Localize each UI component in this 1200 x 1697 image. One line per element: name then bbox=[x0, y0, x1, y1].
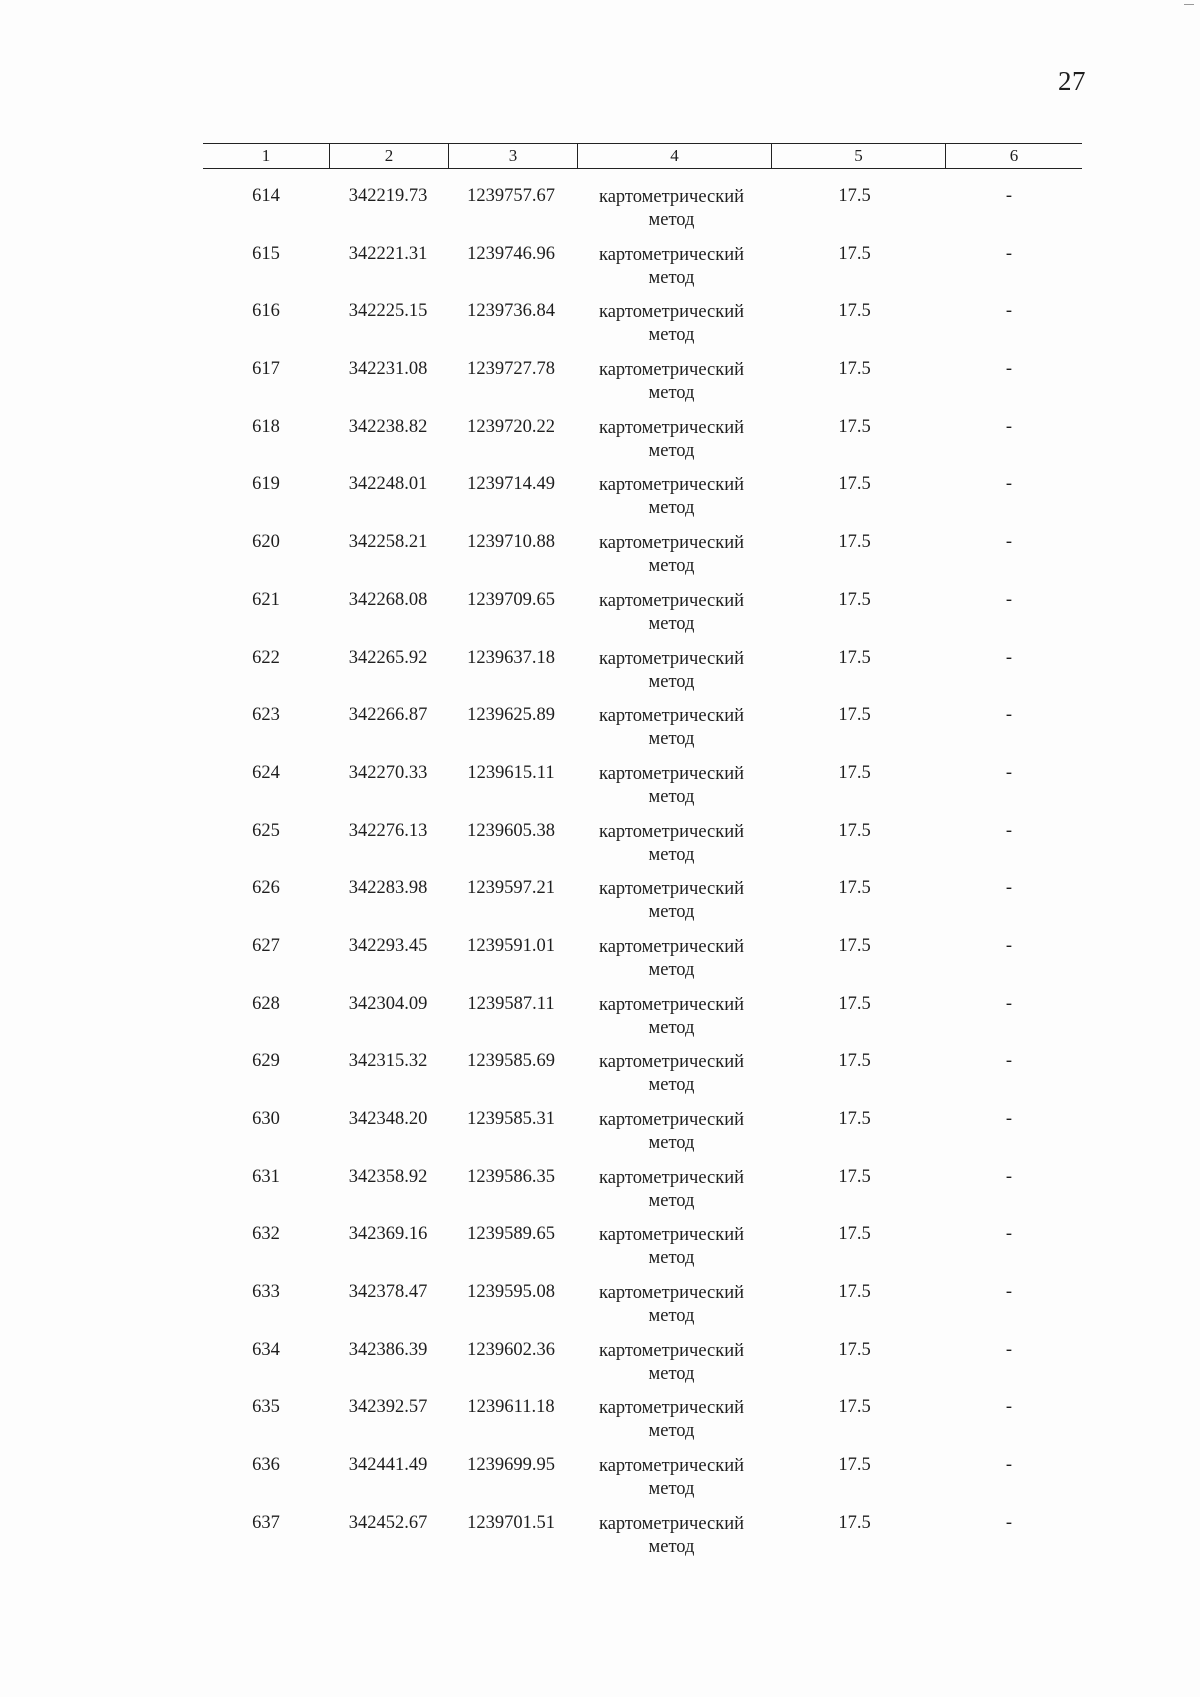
table-row bbox=[203, 417, 1077, 475]
table-row bbox=[203, 1397, 1077, 1455]
cell-coord-y: 1239585.31 bbox=[467, 1109, 555, 1129]
cell-point-number: 632 bbox=[252, 1224, 280, 1245]
cell-accuracy: 17.5 bbox=[838, 1282, 871, 1303]
cell-accuracy: 17.5 bbox=[838, 532, 871, 553]
table-row bbox=[203, 1224, 1077, 1282]
cell-point-number: 634 bbox=[252, 1339, 280, 1360]
cell-method: картометрический метод bbox=[598, 1456, 745, 1500]
page-number: 27 bbox=[1058, 66, 1086, 96]
cell-accuracy: 17.5 bbox=[838, 359, 871, 380]
cell-note: - bbox=[1005, 820, 1013, 841]
cell-note: - bbox=[1005, 359, 1013, 380]
cell-method: картометрический метод bbox=[598, 994, 745, 1038]
table-row bbox=[203, 936, 1077, 994]
cell-accuracy: 17.5 bbox=[838, 186, 871, 206]
cell-coord-y: 1239709.65 bbox=[467, 589, 555, 610]
cell-accuracy: 17.5 bbox=[838, 301, 871, 322]
table-row bbox=[203, 301, 1077, 359]
cell-point-number: 616 bbox=[252, 301, 280, 322]
cell-point-number: 636 bbox=[252, 1455, 280, 1476]
table-row bbox=[203, 532, 1077, 590]
cell-point-number: 637 bbox=[252, 1512, 280, 1533]
cell-note: - bbox=[1005, 416, 1013, 437]
cell-method: картометрический метод bbox=[598, 1398, 745, 1442]
cell-accuracy: 17.5 bbox=[838, 1397, 871, 1418]
cell-coord-x: 342225.15 bbox=[348, 301, 428, 322]
table-row bbox=[203, 648, 1077, 706]
cell-accuracy: 17.5 bbox=[838, 705, 871, 726]
table-row bbox=[203, 186, 1077, 244]
cell-point-number: 624 bbox=[252, 762, 280, 783]
table-body bbox=[203, 186, 1077, 1571]
cell-coord-y: 1239757.67 bbox=[467, 186, 555, 206]
cell-method: картометрический метод bbox=[598, 1513, 745, 1557]
cell-coord-y: 1239595.08 bbox=[467, 1282, 555, 1303]
cell-point-number: 625 bbox=[252, 820, 280, 841]
cell-note: - bbox=[1005, 1455, 1013, 1476]
cell-method: картометрический метод bbox=[598, 360, 745, 404]
cell-point-number: 629 bbox=[252, 1051, 280, 1072]
cell-note: - bbox=[1005, 878, 1013, 899]
header-col-2: 2 bbox=[330, 144, 449, 169]
cell-coord-x: 342378.47 bbox=[348, 1282, 428, 1303]
cell-coord-y: 1239602.36 bbox=[467, 1339, 555, 1360]
cell-coord-x: 342358.92 bbox=[348, 1166, 428, 1187]
cell-method: картометрический метод bbox=[598, 475, 745, 519]
cell-coord-y: 1239746.96 bbox=[467, 243, 555, 264]
cell-coord-x: 342315.32 bbox=[348, 1051, 428, 1072]
cell-accuracy: 17.5 bbox=[838, 1455, 871, 1476]
cell-note: - bbox=[1005, 705, 1013, 726]
cell-point-number: 614 bbox=[252, 186, 280, 206]
table-row bbox=[203, 763, 1077, 821]
cell-method: картометрический метод bbox=[598, 1283, 745, 1327]
cell-accuracy: 17.5 bbox=[838, 1166, 871, 1187]
cell-point-number: 623 bbox=[252, 705, 280, 726]
scan-corner-mark bbox=[1184, 4, 1194, 5]
table-row bbox=[203, 590, 1077, 648]
cell-coord-y: 1239586.35 bbox=[467, 1166, 555, 1187]
cell-note: - bbox=[1005, 762, 1013, 783]
table-header bbox=[203, 143, 1082, 169]
cell-note: - bbox=[1005, 1224, 1013, 1245]
cell-coord-y: 1239597.21 bbox=[467, 878, 555, 899]
cell-accuracy: 17.5 bbox=[838, 647, 871, 668]
cell-note: - bbox=[1005, 1109, 1013, 1129]
cell-method: картометрический метод bbox=[598, 417, 745, 461]
table-row bbox=[203, 878, 1077, 936]
cell-coord-y: 1239727.78 bbox=[467, 359, 555, 380]
cell-note: - bbox=[1005, 474, 1013, 495]
cell-coord-x: 342219.73 bbox=[348, 186, 428, 206]
table-row bbox=[203, 705, 1077, 763]
table-row bbox=[203, 821, 1077, 879]
header-col-4: 4 bbox=[578, 144, 772, 169]
cell-accuracy: 17.5 bbox=[838, 1512, 871, 1533]
cell-note: - bbox=[1005, 186, 1013, 206]
cell-point-number: 618 bbox=[252, 416, 280, 437]
header-col-5: 5 bbox=[772, 144, 946, 169]
cell-coord-x: 342348.20 bbox=[348, 1109, 428, 1129]
table-row bbox=[203, 1167, 1077, 1225]
cell-note: - bbox=[1005, 1397, 1013, 1418]
cell-method: картометрический метод bbox=[598, 706, 745, 750]
cell-coord-y: 1239587.11 bbox=[467, 993, 555, 1014]
cell-accuracy: 17.5 bbox=[838, 878, 871, 899]
cell-coord-x: 342392.57 bbox=[348, 1397, 428, 1418]
cell-note: - bbox=[1005, 1051, 1013, 1072]
cell-accuracy: 17.5 bbox=[838, 416, 871, 437]
cell-coord-y: 1239701.51 bbox=[467, 1512, 555, 1533]
cell-coord-x: 342265.92 bbox=[348, 647, 428, 668]
cell-coord-x: 342304.09 bbox=[348, 993, 428, 1014]
cell-method: картометрический метод bbox=[598, 590, 745, 634]
cell-coord-x: 342452.67 bbox=[348, 1512, 428, 1533]
cell-method: картометрический метод bbox=[598, 244, 745, 288]
cell-accuracy: 17.5 bbox=[838, 1109, 871, 1129]
cell-accuracy: 17.5 bbox=[838, 1224, 871, 1245]
cell-note: - bbox=[1005, 993, 1013, 1014]
table-row bbox=[203, 359, 1077, 417]
cell-coord-y: 1239615.11 bbox=[467, 762, 555, 783]
cell-coord-x: 342369.16 bbox=[348, 1224, 428, 1245]
table-row bbox=[203, 1513, 1077, 1571]
cell-accuracy: 17.5 bbox=[838, 1051, 871, 1072]
cell-point-number: 628 bbox=[252, 993, 280, 1014]
cell-method: картометрический метод bbox=[598, 648, 745, 692]
cell-accuracy: 17.5 bbox=[838, 589, 871, 610]
cell-coord-x: 342248.01 bbox=[348, 474, 428, 495]
cell-method: картометрический метод bbox=[598, 879, 745, 923]
cell-coord-x: 342386.39 bbox=[348, 1339, 428, 1360]
cell-accuracy: 17.5 bbox=[838, 762, 871, 783]
cell-note: - bbox=[1005, 935, 1013, 956]
cell-point-number: 617 bbox=[252, 359, 280, 380]
table-row bbox=[203, 1282, 1077, 1340]
table-row bbox=[203, 1051, 1077, 1109]
cell-point-number: 627 bbox=[252, 935, 280, 956]
cell-coord-x: 342238.82 bbox=[348, 416, 428, 437]
cell-coord-y: 1239585.69 bbox=[467, 1051, 555, 1072]
table-row bbox=[203, 994, 1077, 1052]
cell-note: - bbox=[1005, 1339, 1013, 1360]
cell-coord-x: 342266.87 bbox=[348, 705, 428, 726]
cell-coord-x: 342231.08 bbox=[348, 359, 428, 380]
cell-note: - bbox=[1005, 1166, 1013, 1187]
cell-coord-y: 1239611.18 bbox=[467, 1397, 555, 1418]
cell-accuracy: 17.5 bbox=[838, 1339, 871, 1360]
cell-note: - bbox=[1005, 532, 1013, 553]
cell-method: картометрический метод bbox=[598, 821, 745, 865]
cell-method: картометрический метод bbox=[598, 1110, 745, 1153]
table-row bbox=[203, 1340, 1077, 1398]
cell-coord-y: 1239714.49 bbox=[467, 474, 555, 495]
cell-method: картометрический метод bbox=[598, 763, 745, 807]
cell-accuracy: 17.5 bbox=[838, 474, 871, 495]
cell-point-number: 630 bbox=[252, 1109, 280, 1129]
cell-coord-x: 342283.98 bbox=[348, 878, 428, 899]
cell-note: - bbox=[1005, 1512, 1013, 1533]
cell-coord-x: 342258.21 bbox=[348, 532, 428, 553]
cell-coord-x: 342221.31 bbox=[348, 243, 428, 264]
table-row bbox=[203, 474, 1077, 532]
cell-point-number: 622 bbox=[252, 647, 280, 668]
cell-coord-y: 1239637.18 bbox=[467, 647, 555, 668]
table-row bbox=[203, 244, 1077, 302]
cell-note: - bbox=[1005, 301, 1013, 322]
cell-coord-y: 1239710.88 bbox=[467, 532, 555, 553]
cell-note: - bbox=[1005, 647, 1013, 668]
cell-note: - bbox=[1005, 589, 1013, 610]
cell-method: картометрический метод bbox=[598, 1225, 745, 1269]
table-row bbox=[203, 1109, 1077, 1167]
cell-point-number: 633 bbox=[252, 1282, 280, 1303]
cell-point-number: 631 bbox=[252, 1166, 280, 1187]
cell-coord-x: 342293.45 bbox=[348, 935, 428, 956]
cell-point-number: 615 bbox=[252, 243, 280, 264]
cell-accuracy: 17.5 bbox=[838, 993, 871, 1014]
cell-method: картометрический метод bbox=[598, 1167, 745, 1211]
cell-method: картометрический метод bbox=[598, 302, 745, 346]
cell-coord-y: 1239605.38 bbox=[467, 820, 555, 841]
cell-coord-x: 342441.49 bbox=[348, 1455, 428, 1476]
cell-note: - bbox=[1005, 1282, 1013, 1303]
cell-coord-y: 1239591.01 bbox=[467, 935, 555, 956]
cell-method: картометрический метод bbox=[598, 1340, 745, 1384]
cell-accuracy: 17.5 bbox=[838, 935, 871, 956]
cell-coord-y: 1239699.95 bbox=[467, 1455, 555, 1476]
cell-accuracy: 17.5 bbox=[838, 820, 871, 841]
cell-point-number: 619 bbox=[252, 474, 280, 495]
cell-method: картометрический метод bbox=[598, 533, 745, 577]
cell-point-number: 620 bbox=[252, 532, 280, 553]
cell-point-number: 635 bbox=[252, 1397, 280, 1418]
cell-coord-y: 1239625.89 bbox=[467, 705, 555, 726]
header-col-1: 1 bbox=[261, 146, 271, 165]
cell-coord-x: 342268.08 bbox=[348, 589, 428, 610]
cell-coord-x: 342270.33 bbox=[348, 762, 428, 783]
cell-point-number: 621 bbox=[252, 589, 280, 610]
cell-coord-y: 1239589.65 bbox=[467, 1224, 555, 1245]
header-col-3: 3 bbox=[449, 144, 578, 169]
table-row bbox=[203, 1455, 1077, 1513]
cell-method: картометрический метод bbox=[598, 936, 745, 980]
cell-method: картометрический метод bbox=[598, 1052, 745, 1096]
cell-note: - bbox=[1005, 243, 1013, 264]
header-col-6: 6 bbox=[946, 144, 1083, 169]
cell-method: картометрический метод bbox=[598, 187, 745, 230]
cell-coord-y: 1239736.84 bbox=[467, 301, 555, 322]
cell-point-number: 626 bbox=[252, 878, 280, 899]
cell-coord-y: 1239720.22 bbox=[467, 416, 555, 437]
cell-accuracy: 17.5 bbox=[838, 243, 871, 264]
cell-coord-x: 342276.13 bbox=[348, 820, 428, 841]
